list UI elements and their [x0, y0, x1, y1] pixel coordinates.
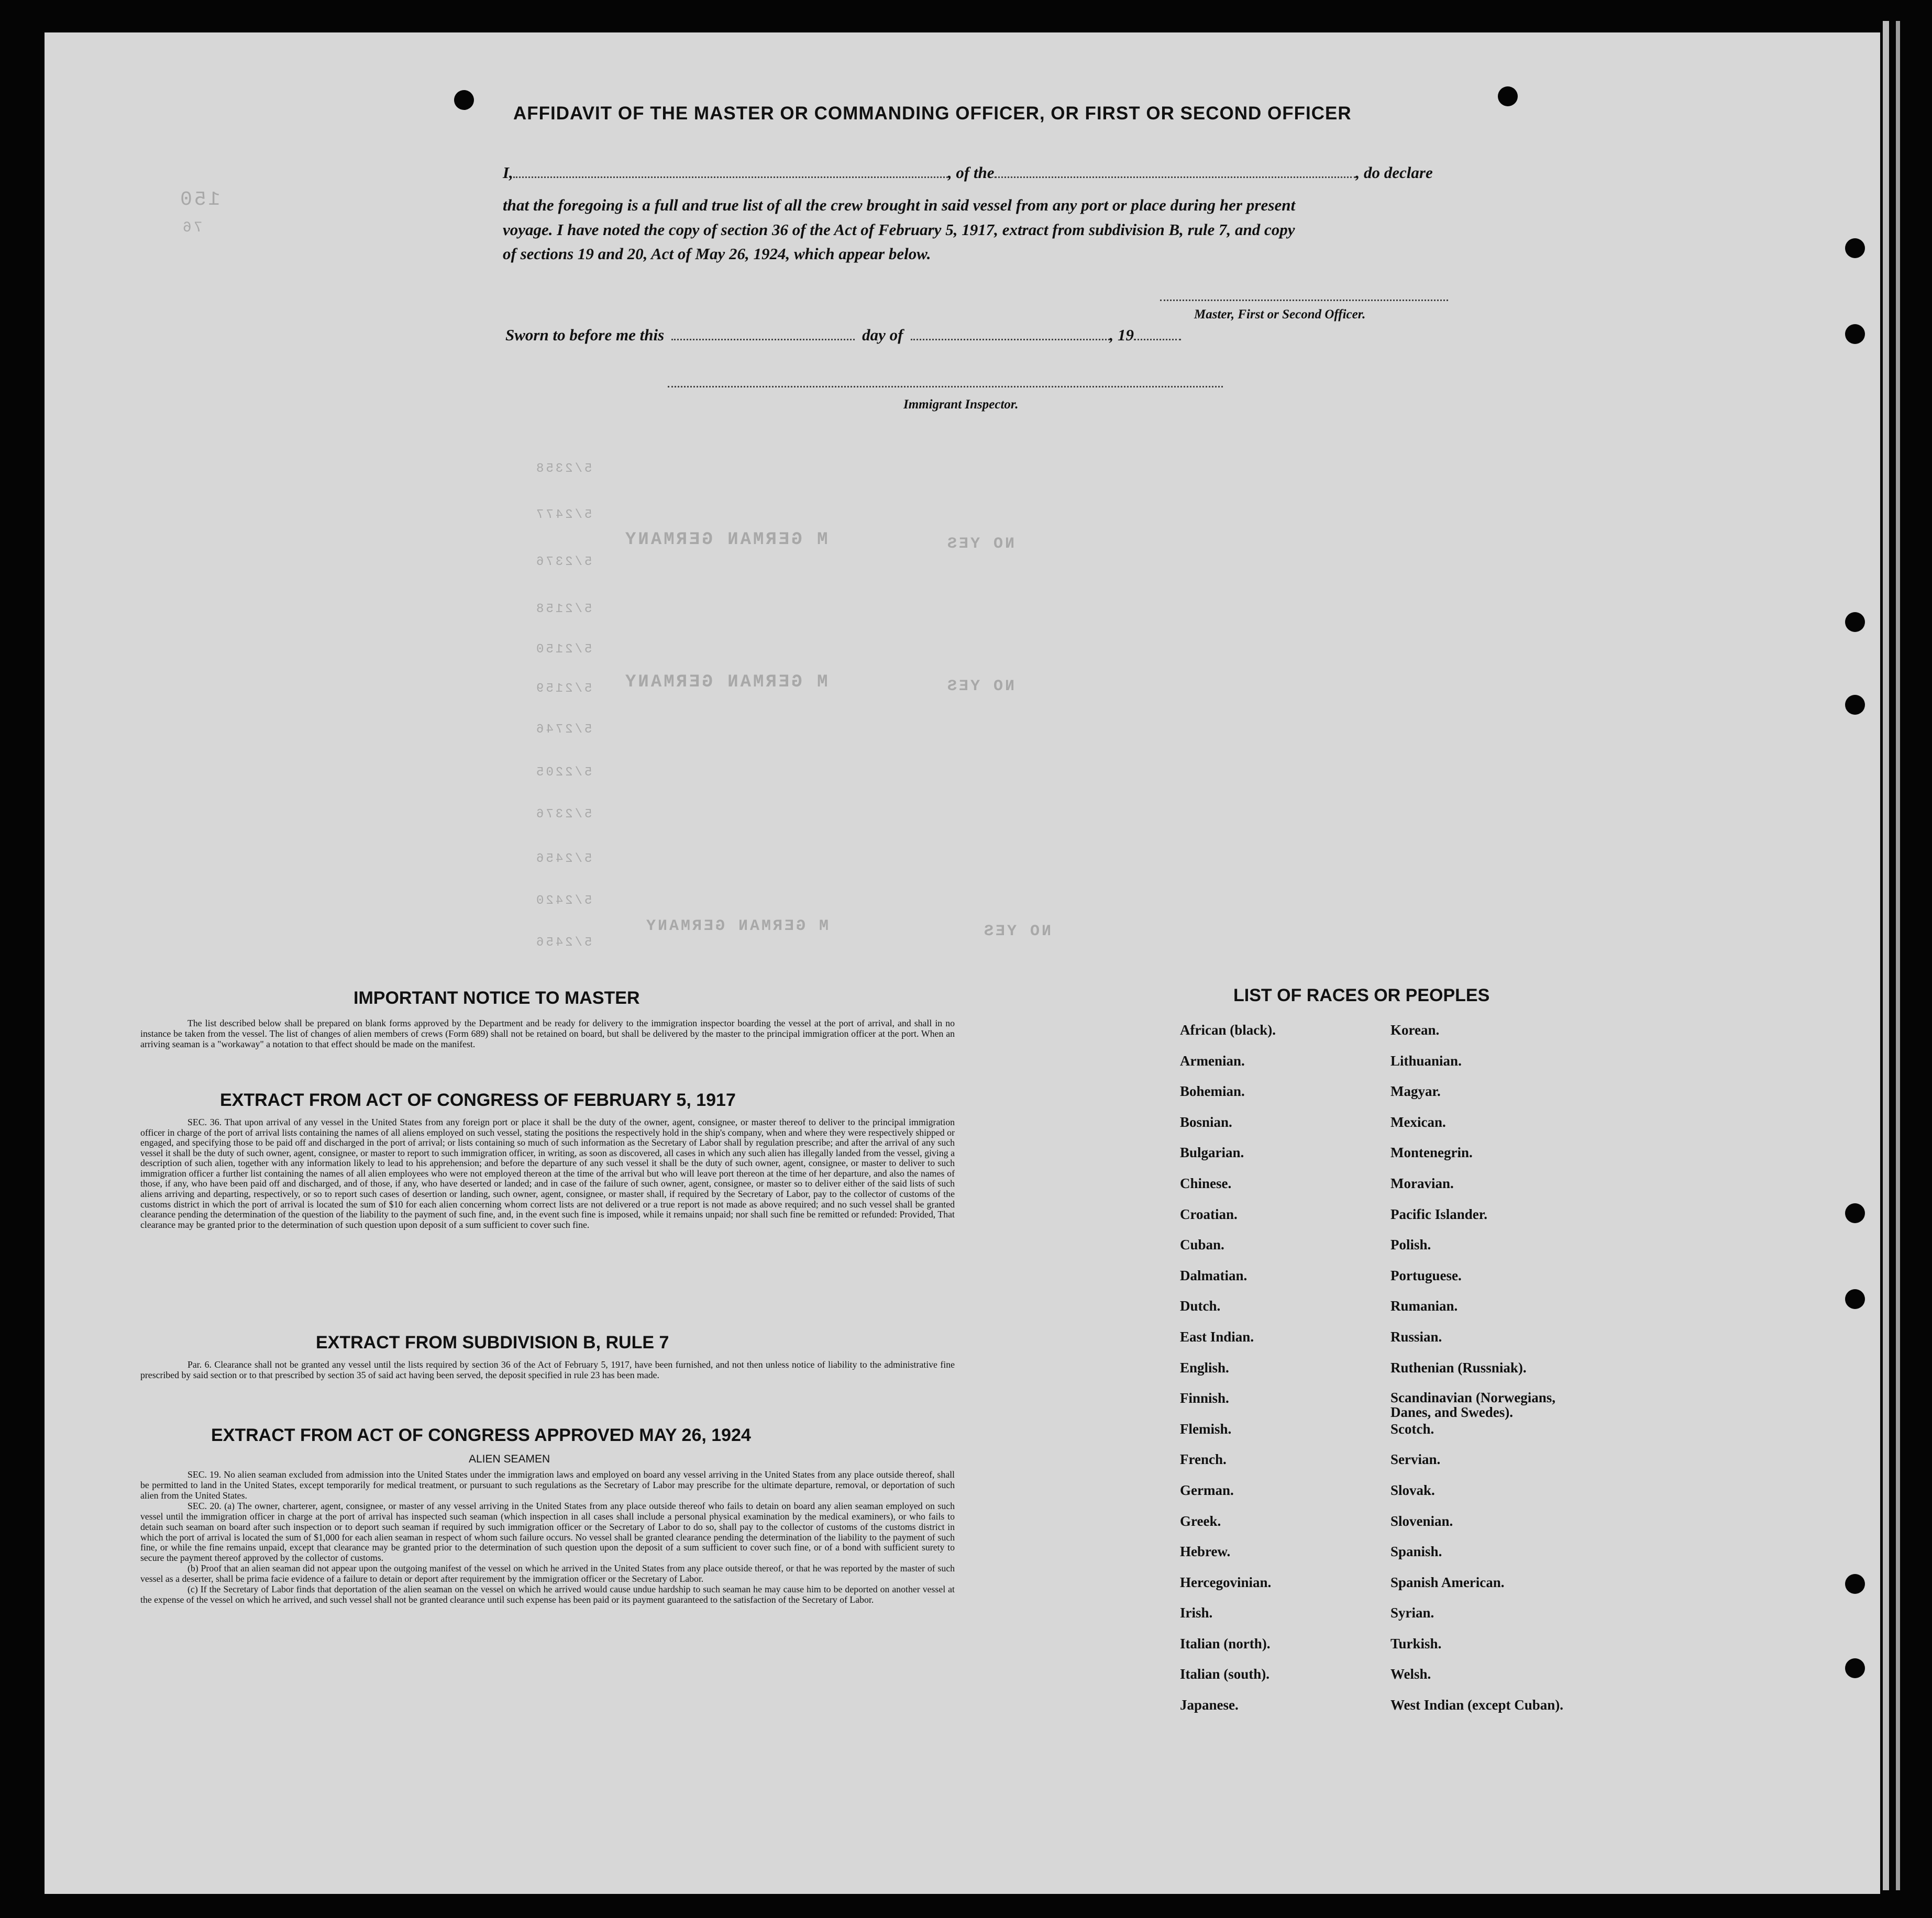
race-item: Bulgarian.	[1180, 1145, 1244, 1161]
stacked-page-edge	[1896, 21, 1900, 1890]
race-item: Scotch.	[1390, 1421, 1434, 1437]
show-through-number: 76	[181, 220, 203, 236]
show-through-mark: 5/2150	[534, 642, 592, 657]
race-item: Chinese.	[1180, 1175, 1232, 1191]
punch-hole	[1845, 1289, 1865, 1309]
sworn-day-field[interactable]	[671, 339, 855, 340]
affidavit-line-2: that the foregoing is a full and true list of all the crew brought in said vessel from any port or place during her present	[503, 196, 1296, 214]
vessel-name-field[interactable]	[995, 176, 1356, 178]
punch-hole	[454, 90, 474, 110]
race-item: West Indian (except Cuban).	[1390, 1697, 1564, 1713]
punch-hole	[1845, 1658, 1865, 1678]
show-through-number: 150	[178, 189, 220, 211]
punch-hole	[1498, 86, 1518, 106]
race-item: Bohemian.	[1180, 1083, 1245, 1100]
race-item: Polish.	[1390, 1237, 1431, 1253]
punch-hole	[1845, 324, 1865, 344]
punch-hole	[1845, 612, 1865, 632]
race-item: Croatian.	[1180, 1206, 1238, 1222]
show-through-stamp: M GERMAN GERMANY	[644, 917, 829, 935]
race-item: Ruthenian (Russniak).	[1390, 1359, 1527, 1376]
races-right-column	[1390, 1022, 1589, 1728]
race-item: Servian.	[1390, 1451, 1441, 1468]
affidavit-of-the: , of the	[947, 163, 995, 182]
race-item: Finnish.	[1180, 1390, 1229, 1406]
race-item: Syrian.	[1390, 1605, 1434, 1621]
race-item: Slovak.	[1390, 1482, 1435, 1498]
race-item: Scandinavian (Norwegians, Danes, and Swedes).	[1390, 1390, 1556, 1421]
races-title: LIST OF RACES OR PEOPLES	[1233, 985, 1490, 1005]
race-item: Irish.	[1180, 1605, 1213, 1621]
punch-hole	[1845, 695, 1865, 715]
show-through-mark: 5/2376	[534, 807, 592, 822]
year-prefix: , 19	[1109, 326, 1134, 344]
stacked-page-edge	[1883, 21, 1889, 1890]
show-through-mark: 5/2376	[534, 555, 592, 569]
affidavit-declare: , do declare	[1355, 163, 1433, 182]
extract-1924-sec20a: SEC. 20. (a) The owner, charterer, agent, consignee, or master of any vessel arriving in the United States from any place outside thereof who fails to detain on board any alien seaman employed on such vessel until the immigration officer in charge at the port of arrival has inspected such seaman (which inspection in all cases shall include a personal physical examination by the medical examiners), or who fails to detain such seaman on board after such inspection or to deport such seaman if required by such immigration officer or the Secretary of Labor to do so, shall pay to the collector of customs of the customs district in which the port of arrival is located the sum of $1,000 for each alien seaman in respect of whom such failure occurs. No vessel shall be granted clearance pending the determination of the liability to the payment of such fine, or while the fine remains unpaid, except that clearance may be granted prior to the determination of such question upon the deposit of a sum sufficient to cover such fine, or of a bond with sufficient surety to secure the payment thereof approved by the collector of customs.	[140, 1500, 955, 1564]
punch-hole	[1845, 238, 1865, 258]
race-item: Mexican.	[1390, 1114, 1446, 1130]
affidavit-title: AFFIDAVIT OF THE MASTER OR COMMANDING OFFICER, OR FIRST OR SECOND OFFICER	[513, 103, 1352, 124]
race-item: Russian.	[1390, 1328, 1442, 1345]
sworn-line	[505, 326, 1181, 345]
show-through-mark: 5/2205	[534, 766, 592, 780]
race-item: English.	[1180, 1359, 1229, 1376]
affidavit-line-1	[503, 163, 1532, 182]
race-item: Pacific Islander.	[1390, 1206, 1487, 1222]
race-item: Cuban.	[1180, 1237, 1224, 1253]
punch-hole	[1845, 1203, 1865, 1223]
document-sheet	[45, 32, 1880, 1894]
show-through-mark: 5/2456	[534, 936, 592, 950]
race-item: Montenegrin.	[1390, 1145, 1473, 1161]
extract-1924-body	[140, 1470, 955, 1605]
officer-name-field[interactable]	[513, 176, 948, 178]
show-through-stamp: NO YES	[945, 535, 1015, 553]
race-item: Lithuanian.	[1390, 1052, 1462, 1069]
show-through-mark: 5/2158	[534, 602, 592, 616]
sworn-year-field[interactable]	[1134, 339, 1181, 340]
affidavit-i: I,	[503, 163, 513, 182]
show-through-mark: 5/2477	[534, 508, 592, 522]
show-through-mark: 5/2420	[534, 894, 592, 908]
extract-1924-sec20b: (b) Proof that an alien seaman did not appear upon the outgoing manifest of the vessel on which he arrived in the United States from any place outside thereof, or that he was reported by the master of such vessel as a deserter, shall be prima facie evidence of a failure to detain or deport after requirement by the immigration officer or the Secretary of Labor.	[140, 1563, 955, 1584]
show-through-stamp: M GERMAN GERMANY	[623, 530, 828, 550]
race-item: German.	[1180, 1482, 1234, 1498]
punch-hole	[1845, 1574, 1865, 1594]
extract-rule7-text: Par. 6. Clearance shall not be granted any vessel until the lists required by section 36 of the Act of February 5, 1917, have been furnished, and not then unless notice of liability to the administrative fine prescribed by said section or to that prescribed by section 35 of said act having been served, the deposit specified in rule 23 has been made.	[140, 1359, 955, 1380]
extract-1924-sec19: SEC. 19. No alien seaman excluded from admission into the United States under the immigration laws and employed on board any vessel arriving in the United States from any place outside thereof, shall be permitted to land in the United States, except temporarily for medical treatment, or pursuant to such regulations as the Secretary of Labor may prescribe for the ultimate departure, removal, or deportation of such alien from the United States.	[140, 1469, 955, 1501]
race-item: Turkish.	[1390, 1635, 1442, 1651]
show-through-mark: 5/2746	[534, 723, 592, 737]
race-item: Armenian.	[1180, 1052, 1245, 1069]
race-item: Bosnian.	[1180, 1114, 1232, 1130]
extract-1924-title: EXTRACT FROM ACT OF CONGRESS APPROVED MAY 26, 1924	[211, 1425, 751, 1445]
sworn-month-field[interactable]	[911, 339, 1110, 340]
show-through-mark: 5/2159	[534, 682, 592, 696]
race-item: Hercegovinian.	[1180, 1574, 1272, 1590]
sworn-label: Sworn to before me this	[505, 326, 665, 344]
show-through-stamp: NO YES	[982, 923, 1052, 940]
extract-1924-sec20c: (c) If the Secretary of Labor finds that deportation of the alien seaman on the vessel on which he arrived would cause undue hardship to such seaman he may cause him to be deported on another vessel at the expense of the vessel on which he arrived, and such vessel shall not be granted clearance until such expense has been paid or its payment guaranteed to the satisfaction of the Secretary of Labor.	[140, 1584, 955, 1605]
race-item: Dalmatian.	[1180, 1267, 1247, 1283]
race-item: Dutch.	[1180, 1298, 1221, 1314]
extract-rule7-title: EXTRACT FROM SUBDIVISION B, RULE 7	[316, 1333, 669, 1352]
notice-text: The list described below shall be prepared on blank forms approved by the Department and be ready for delivery to the immigration inspector boarding the vessel at the port of arrival, and shall in no instance be taken from the vessel. The list of changes of alien members of crews (Form 689) shall not be retained on board, but shall be delivered by the master to the principal immigration officer at the port. When an arriving seaman is a "workaway" a notation to that effect should be made on the manifest.	[140, 1018, 955, 1049]
show-through-mark: 5/2358	[534, 462, 592, 476]
affidavit-line-4: of sections 19 and 20, Act of May 26, 1924, which appear below.	[503, 245, 931, 263]
race-item: Magyar.	[1390, 1083, 1441, 1100]
race-item: East Indian.	[1180, 1328, 1254, 1345]
race-item: Slovenian.	[1390, 1513, 1453, 1529]
race-item: Spanish American.	[1390, 1574, 1505, 1590]
race-item: Greek.	[1180, 1513, 1221, 1529]
race-item: African (black).	[1180, 1022, 1276, 1038]
day-of-label: day of	[862, 326, 903, 344]
inspector-label: Immigrant Inspector.	[903, 397, 1019, 412]
show-through-stamp: NO YES	[945, 678, 1015, 695]
race-item: Italian (north).	[1180, 1635, 1271, 1651]
races-left-column	[1180, 1022, 1276, 1728]
show-through-stamp: M GERMAN GERMANY	[623, 672, 828, 692]
race-item: Moravian.	[1390, 1175, 1454, 1191]
show-through-mark: 5/2456	[534, 852, 592, 866]
race-item: Welsh.	[1390, 1666, 1431, 1682]
race-item: Japanese.	[1180, 1697, 1239, 1713]
master-signature-line[interactable]	[1160, 300, 1448, 301]
extract-1917-title: EXTRACT FROM ACT OF CONGRESS OF FEBRUARY 5, 1917	[220, 1090, 736, 1110]
master-signature-label: Master, First or Second Officer.	[1194, 307, 1366, 321]
inspector-signature-line[interactable]	[668, 386, 1223, 387]
affidavit-line-3: voyage. I have noted the copy of section 36 of the Act of February 5, 1917, extract from subdivision B, rule 7, and copy	[503, 220, 1295, 239]
race-item: Rumanian.	[1390, 1298, 1458, 1314]
race-item: Hebrew.	[1180, 1544, 1231, 1560]
race-item: Flemish.	[1180, 1421, 1232, 1437]
notice-title: IMPORTANT NOTICE TO MASTER	[354, 988, 640, 1008]
extract-1917-text: SEC. 36. That upon arrival of any vessel in the United States from any foreign port or place it shall be the duty of the owner, agent, consignee, or master thereof to deliver to the principal immigration officer in charge of the port of arrival lists containing the names of all aliens employed on such vessel, stating the positions the respectively hold in the ship's company, when and where they were respectively shipped or engaged, and specifying those to be paid off and discharged in the port of arrival; or lists containing so much of such information as the Secretary of Labor shall by regulation prescribe; and after the arrival of any such vessel it shall be the duty of such owner, agent, consignee, or master to report to such immigration officer, in writing, as soon as discovered, all cases in which any such alien has illegally landed from the vessel, giving a description of such alien, together with any information likely to lead to his apprehension; and before the departure of any such vessel it shall be the duty of such owner, agent, consignee, or master to deliver to such immigration officer a further list containing the names of all alien employees who were not employed thereon at the time of the arrival but who will leave port thereon at the time of her departure, and also the names of those, if any, who have been paid off and discharged, and of those, if any, who have deserted or landed; and in case of the failure of such owner, agent, consignee, or master so to deliver either of the said lists of such aliens arriving and departing, respectively, or so to report such cases of desertion or landing, such owner, agent, consignee, or master shall, if required by the Secretary of Labor, pay to the collector of customs of the customs district in which the port of arrival is located the sum of $10 for each alien concerning whom correct lists are not delivered or a true report is not made as above required; and no such vessel shall be granted clearance pending the determination of the question of the liability to the payment of such fine, and, in the event such fine is imposed, while it remains unpaid; nor shall such fine be remitted or refunded: Provided, That clearance may be granted prior to the determination of such question upon deposit of a sum sufficient to cover such fine.	[140, 1117, 955, 1230]
race-item: Italian (south).	[1180, 1666, 1270, 1682]
race-item: French.	[1180, 1451, 1227, 1468]
race-item: Korean.	[1390, 1022, 1440, 1038]
race-item: Portuguese.	[1390, 1267, 1462, 1283]
extract-1924-subtitle: ALIEN SEAMEN	[469, 1453, 550, 1465]
race-item: Spanish.	[1390, 1544, 1442, 1560]
